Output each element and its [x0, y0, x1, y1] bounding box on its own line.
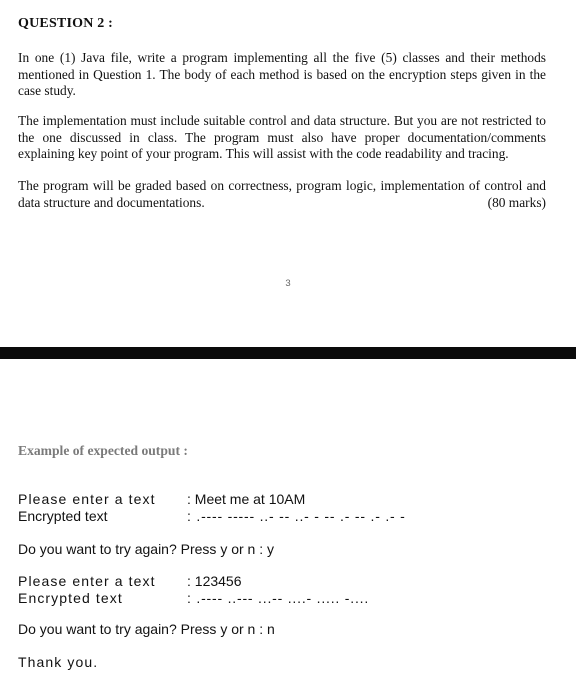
run2-encrypted-row	[18, 590, 370, 606]
example-heading: Example of expected output :	[18, 443, 188, 458]
run2-prompt-label: Please enter a text	[18, 573, 156, 589]
grading-text: The program will be graded based on correctness, program logic, implementation of control and data structure and documentations.	[18, 178, 546, 210]
run1-again-prompt: Do you want to try again? Press y or n : y	[18, 541, 275, 557]
instruction-paragraph-2: The implementation must include suitable control and data structure. But you are not restricted to the one discussed in class. The program must also have proper documentation/comments explaining key point of your program. This will assist with the code readability and tracing.	[18, 113, 546, 161]
run1-prompt-value: : Meet me at 10AM	[187, 491, 306, 507]
run2-again-prompt: Do you want to try again? Press y or n : n	[18, 621, 275, 637]
instruction-paragraph-1: In one (1) Java file, write a program implementing all the five (5) classes and their methods mentioned in Question 1. The body of each method is based on the encryption steps given in the case study.	[18, 50, 546, 98]
run2-encrypted-label: Encrypted text	[18, 590, 123, 606]
page-break-divider	[0, 347, 576, 359]
run2-prompt-row	[18, 573, 242, 589]
instruction-paragraph-3	[18, 178, 546, 211]
run1-encrypted-row	[18, 508, 406, 524]
page-number: 3	[285, 278, 291, 289]
run1-encrypted-value: : .---- ----- ..- -- ..- - -- .- -- .- .- -	[187, 508, 406, 524]
run2-encrypted-value: : .---- ..--- ...-- ....- ..... -....	[187, 590, 370, 606]
closing-message: Thank you.	[18, 654, 99, 670]
run1-prompt-label: Please enter a text	[18, 491, 156, 507]
run2-prompt-value: : 123456	[187, 573, 242, 589]
marks-label: (80 marks)	[487, 194, 546, 210]
run1-encrypted-label: Encrypted text	[18, 508, 108, 524]
question-heading: QUESTION 2 :	[18, 16, 113, 31]
run1-prompt-row	[18, 491, 306, 507]
